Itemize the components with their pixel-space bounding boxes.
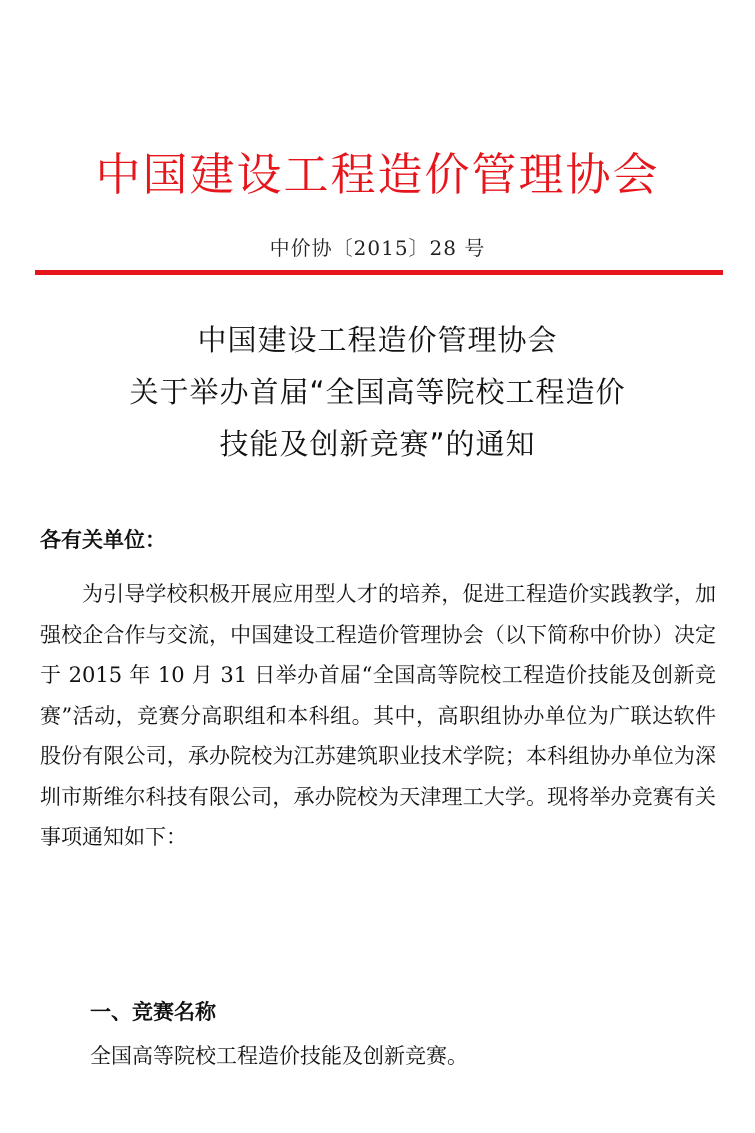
body-paragraph: 为引导学校积极开展应用型人才的培养，促进工程造价实践教学，加强校企合作与交流，中国建设工程造价管理协会（以下简称中价协）决定于 2015 年 10 月 31 日举办首届“全国高等院校工程造价技能及创新竞赛”活动，竞赛分高职组和本科组。其中，高职组协办单位为广联达软件股份有限公司，承办院校为江苏建筑职业技术学院；本科组协办单位为深圳市斯维尔科技有限公司，承办院校为天津理工大学。现将举办竞赛有关事项通知如下： — [40, 582, 716, 849]
section-heading: 一、竞赛名称 — [90, 1000, 216, 1024]
organization-header: 中国建设工程造价管理协会 — [95, 148, 660, 201]
document-number: 中价协〔2015〕28 号 — [269, 236, 486, 260]
red-divider-line — [35, 270, 723, 275]
salutation: 各有关单位： — [40, 528, 166, 552]
section-text: 全国高等院校工程造价技能及创新竞赛。 — [90, 1044, 468, 1068]
notice-title — [0, 314, 755, 470]
title-line-3: 技能及创新竞赛”的通知 — [219, 427, 536, 461]
title-line-1: 中国建设工程造价管理协会 — [197, 323, 558, 357]
title-line-2: 关于举办首届“全国高等院校工程造价 — [129, 375, 626, 409]
